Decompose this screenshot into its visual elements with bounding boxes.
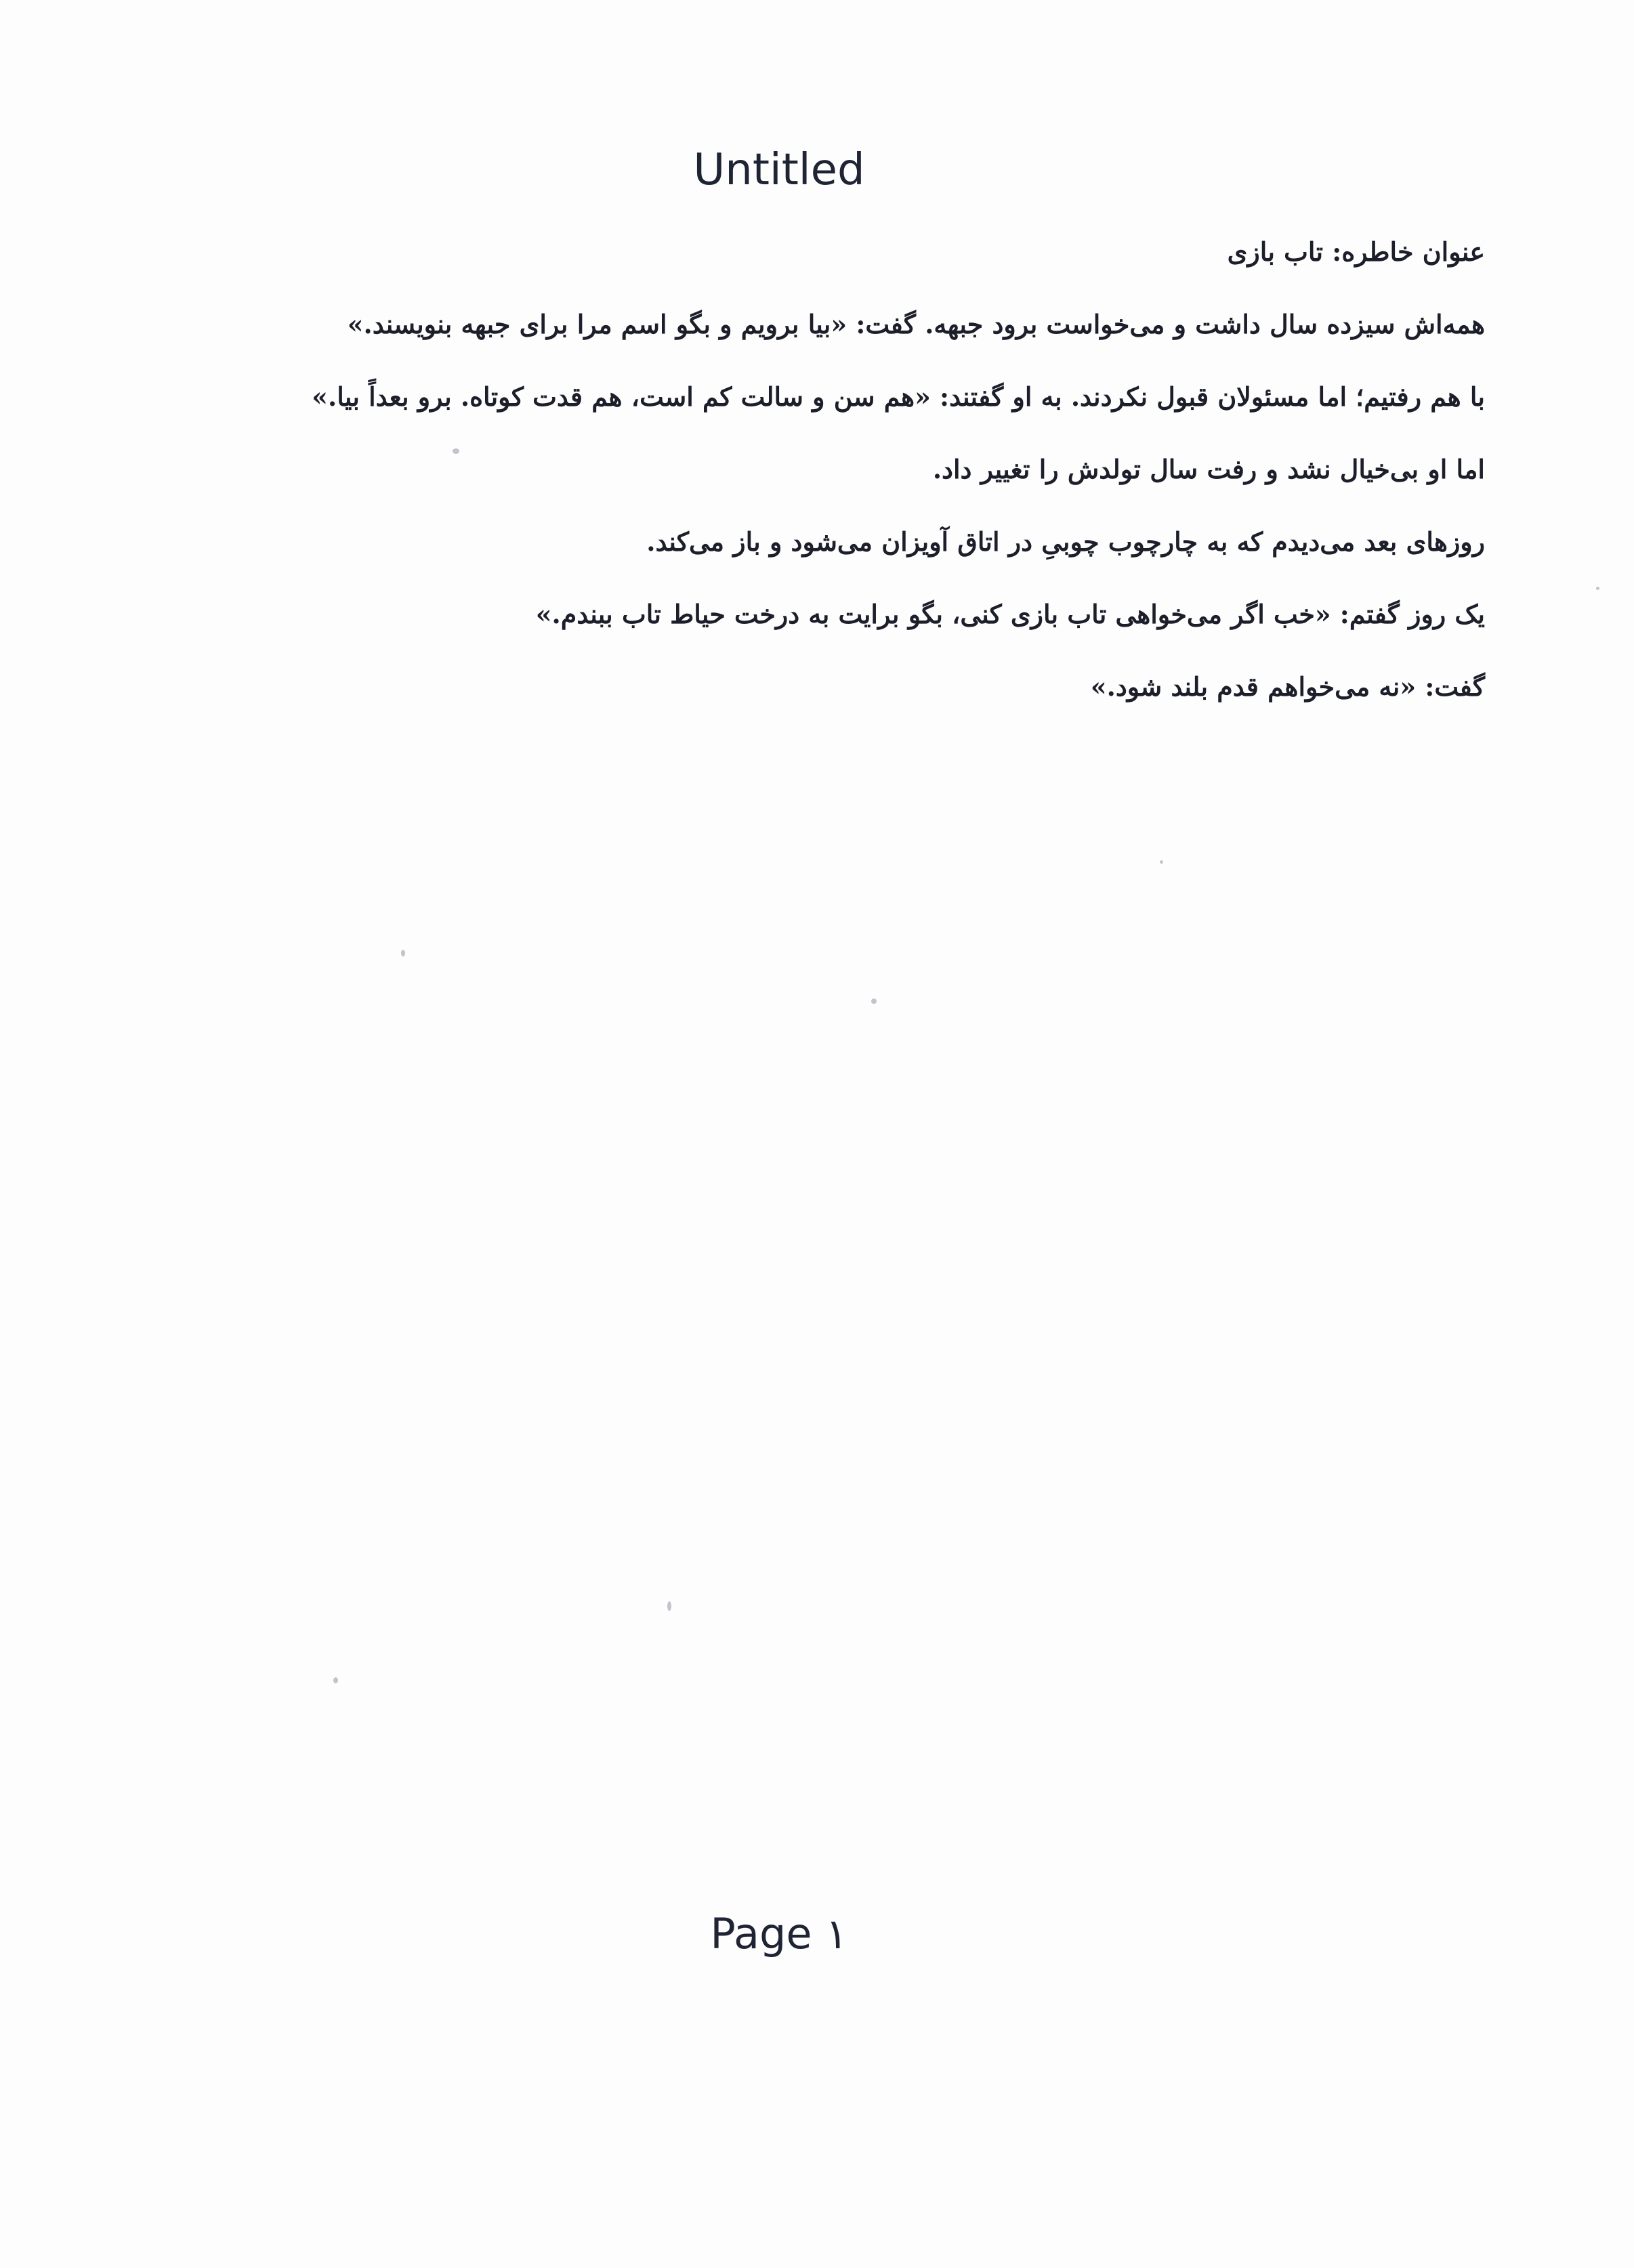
scan-speck (401, 950, 405, 957)
memoir-heading-line: عنوان خاطره: تاب بازی (1227, 236, 1485, 267)
document-title: Untitled (693, 145, 865, 195)
page-label: Page (710, 1909, 812, 1958)
scan-speck (667, 1601, 671, 1611)
scan-speck (1596, 587, 1599, 590)
paragraph-line: با هم رفتیم؛ اما مسئولان قبول نکردند. به او گفتند: «هم سن و سالت کم است، هم قدت کوتاه. برو بعداً بیا.» (312, 381, 1485, 412)
scan-speck (453, 448, 459, 454)
paragraph-line: روزهای بعد می‌دیدم که به چارچوب چوبیِ در اتاق آویزان می‌شود و باز می‌کند. (646, 526, 1485, 557)
page-number-footer (0, 1909, 1558, 1958)
scan-speck (871, 999, 877, 1004)
scan-speck (333, 1677, 338, 1683)
paragraph-line: همه‌اش سیزده سال داشت و می‌خواست برود جبهه. گفت: «بیا برویم و بگو اسم مرا برای جبهه بنویسند.» (347, 309, 1485, 339)
paragraph-line: گفت: «نه می‌خواهم قدم بلند شود.» (1090, 671, 1485, 702)
scan-speck (1160, 860, 1163, 864)
page-number: ۱ (825, 1909, 848, 1958)
paragraph-line: یک روز گفتم: «خب اگر می‌خواهی تاب بازی کنی، بگو برایت به درخت حیاط تاب ببندم.» (535, 599, 1485, 629)
memoir-body (157, 215, 1485, 723)
paragraph-line: اما او بی‌خیال نشد و رفت سال تولدش را تغییر داد. (932, 454, 1485, 484)
